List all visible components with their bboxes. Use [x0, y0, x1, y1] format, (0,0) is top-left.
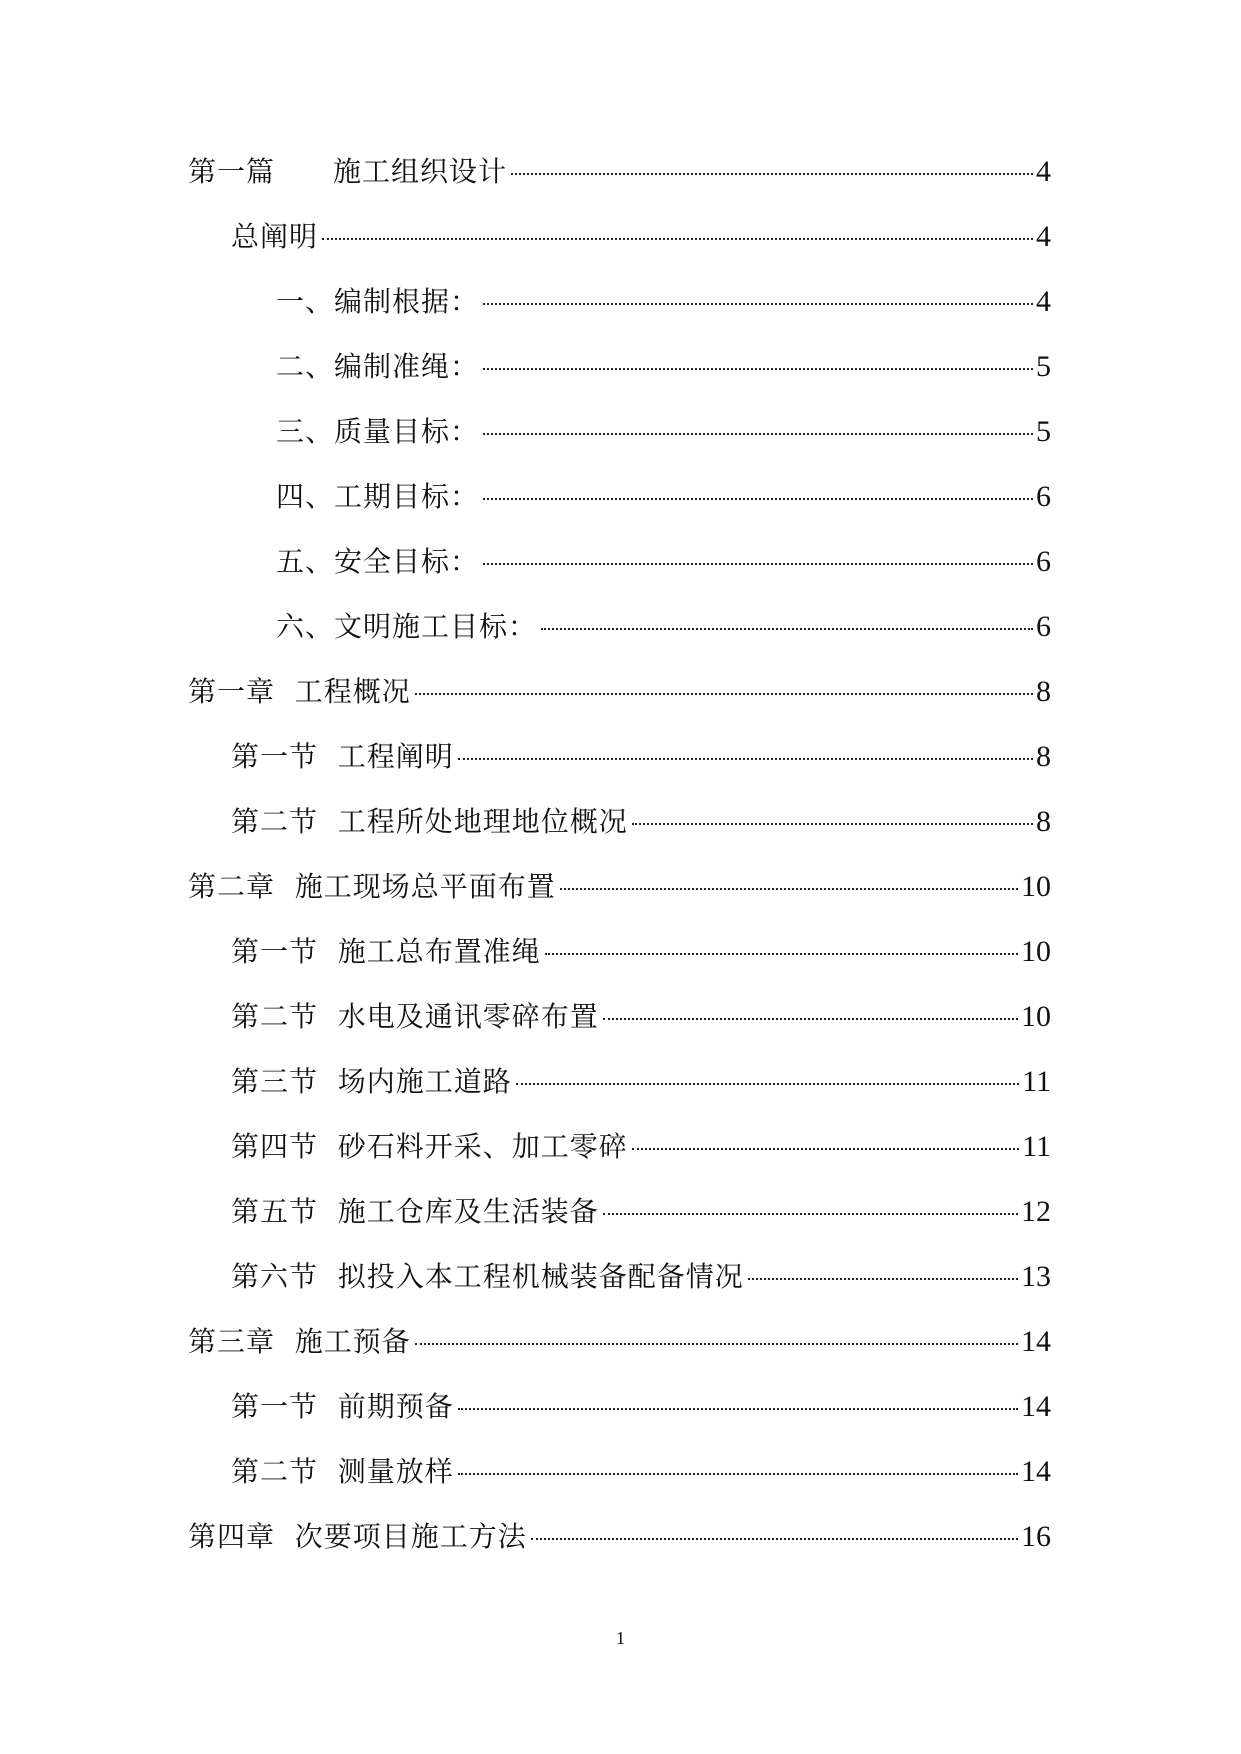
toc-entry-page: 4 [1036, 285, 1051, 318]
toc-entry[interactable] [0, 479, 1241, 544]
toc-entry-page: 13 [1021, 1260, 1051, 1293]
toc-entry-title: 第一节 工程阐明 [231, 740, 454, 773]
toc-entry[interactable] [0, 1454, 1241, 1519]
toc-entry[interactable] [0, 544, 1241, 609]
toc-entry-page: 14 [1021, 1455, 1051, 1488]
dot-leader [483, 498, 1033, 500]
toc-entry[interactable] [0, 284, 1241, 349]
toc-entry-page: 12 [1021, 1195, 1051, 1228]
dot-leader [541, 628, 1033, 630]
toc-entry[interactable] [0, 219, 1241, 284]
toc-entry-title: 第四节 砂石料开采、加工零碎 [231, 1130, 628, 1163]
dot-leader [322, 238, 1033, 240]
toc-entry[interactable] [0, 609, 1241, 674]
toc-entry-title: 第三章 施工预备 [188, 1325, 411, 1358]
toc-entry-page: 6 [1036, 480, 1051, 513]
dot-leader [603, 1018, 1018, 1020]
dot-leader [531, 1538, 1018, 1540]
toc-entry-page: 8 [1036, 805, 1051, 838]
toc-entry-page: 6 [1036, 610, 1051, 643]
dot-leader [516, 1083, 1019, 1085]
dot-leader [603, 1213, 1018, 1215]
toc-entry-title: 总阐明 [231, 220, 319, 253]
toc-entry[interactable] [0, 414, 1241, 479]
toc-entry-page: 10 [1021, 935, 1051, 968]
dot-leader [483, 433, 1033, 435]
table-of-contents [0, 154, 1241, 1584]
toc-entry-title: 一、编制根据： [276, 285, 480, 318]
toc-entry[interactable] [0, 999, 1241, 1064]
toc-entry-title: 二、编制准绳： [276, 350, 480, 383]
toc-entry-page: 11 [1022, 1130, 1051, 1163]
dot-leader [458, 1473, 1018, 1475]
toc-entry-title: 五、安全目标： [276, 545, 480, 578]
toc-entry[interactable] [0, 349, 1241, 414]
dot-leader [748, 1278, 1018, 1280]
toc-entry[interactable] [0, 1324, 1241, 1389]
toc-entry[interactable] [0, 1259, 1241, 1324]
toc-entry-title: 第四章 次要项目施工方法 [188, 1520, 527, 1553]
dot-leader [415, 693, 1033, 695]
toc-entry-title: 六、文明施工目标： [276, 610, 538, 643]
toc-entry-title: 第二节 测量放样 [231, 1455, 454, 1488]
dot-leader [458, 758, 1033, 760]
toc-entry-page: 14 [1021, 1390, 1051, 1423]
toc-entry[interactable] [0, 1129, 1241, 1194]
toc-entry-title: 第一节 前期预备 [231, 1390, 454, 1423]
toc-entry-page: 4 [1036, 220, 1051, 253]
toc-entry-title: 第五节 施工仓库及生活装备 [231, 1195, 599, 1228]
toc-entry[interactable] [0, 934, 1241, 999]
dot-leader [511, 173, 1033, 175]
toc-entry-page: 6 [1036, 545, 1051, 578]
page-number: 1 [616, 1628, 625, 1648]
toc-entry-page: 4 [1036, 155, 1051, 188]
toc-entry-title: 第二节 水电及通讯零碎布置 [231, 1000, 599, 1033]
toc-entry[interactable] [0, 674, 1241, 739]
toc-entry-title: 三、质量目标： [276, 415, 480, 448]
toc-entry-page: 8 [1036, 675, 1051, 708]
dot-leader [632, 823, 1033, 825]
dot-leader [483, 303, 1033, 305]
toc-entry[interactable] [0, 739, 1241, 804]
toc-entry-title: 第二章 施工现场总平面布置 [188, 870, 556, 903]
toc-entry-page: 8 [1036, 740, 1051, 773]
toc-entry-title: 四、工期目标： [276, 480, 480, 513]
toc-entry-page: 10 [1021, 1000, 1051, 1033]
toc-entry-title: 第二节 工程所处地理地位概况 [231, 805, 628, 838]
toc-entry-page: 5 [1036, 415, 1051, 448]
toc-entry-page: 10 [1021, 870, 1051, 903]
toc-entry[interactable] [0, 154, 1241, 219]
dot-leader [632, 1148, 1019, 1150]
dot-leader [545, 953, 1018, 955]
toc-entry-title: 第一章 工程概况 [188, 675, 411, 708]
toc-entry[interactable] [0, 1389, 1241, 1454]
toc-entry-title: 第三节 场内施工道路 [231, 1065, 512, 1098]
toc-entry[interactable] [0, 869, 1241, 934]
dot-leader [483, 368, 1033, 370]
dot-leader [415, 1343, 1018, 1345]
toc-entry-page: 14 [1021, 1325, 1051, 1358]
toc-entry[interactable] [0, 804, 1241, 869]
dot-leader [458, 1408, 1018, 1410]
toc-entry[interactable] [0, 1064, 1241, 1129]
toc-entry[interactable] [0, 1194, 1241, 1259]
toc-entry-title: 第一节 施工总布置准绳 [231, 935, 541, 968]
dot-leader [483, 563, 1033, 565]
dot-leader [560, 888, 1018, 890]
toc-entry[interactable] [0, 1519, 1241, 1584]
toc-entry-page: 16 [1021, 1520, 1051, 1553]
toc-entry-page: 5 [1036, 350, 1051, 383]
toc-entry-title: 第一篇 施工组织设计 [188, 155, 508, 188]
toc-entry-title: 第六节 拟投入本工程机械装备配备情况 [231, 1260, 744, 1293]
toc-entry-page: 11 [1022, 1065, 1051, 1098]
